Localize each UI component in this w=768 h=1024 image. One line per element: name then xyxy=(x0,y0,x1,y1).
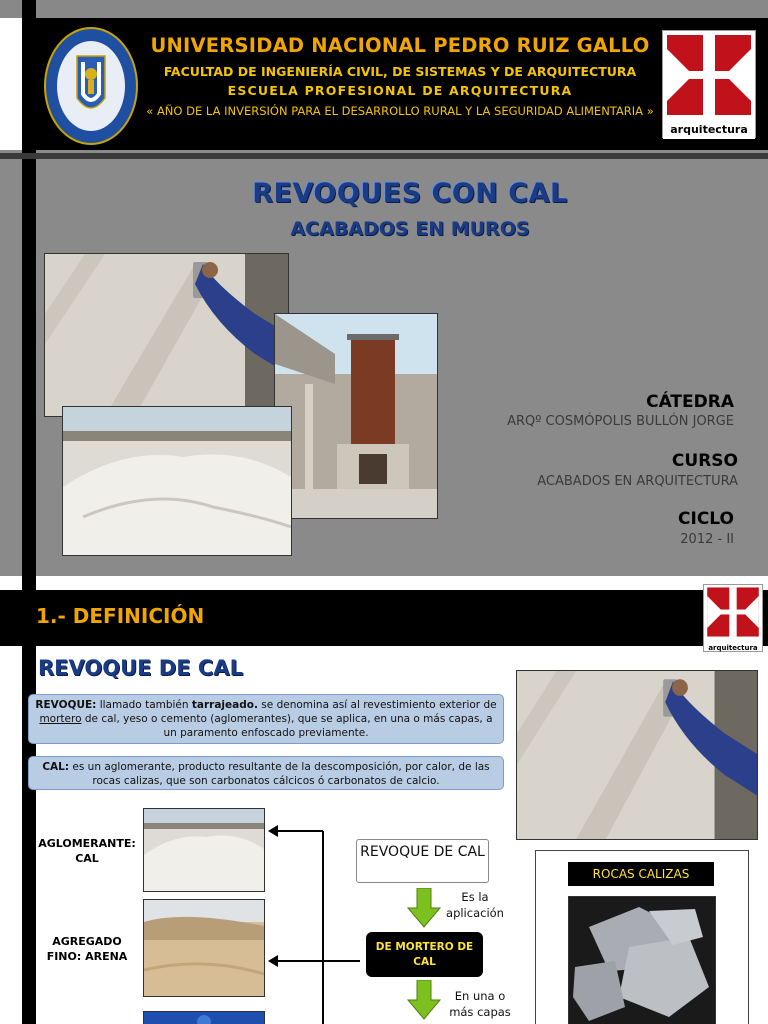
water-photo xyxy=(143,1011,265,1024)
sand-photo xyxy=(143,899,265,997)
logo-caption: arquitectura xyxy=(708,644,758,652)
down-arrow-icon xyxy=(406,980,442,1020)
presentation-subtitle: ACABADOS EN MUROS xyxy=(290,218,530,240)
cal-text: es un aglomerante, producto resultante de la descomposición, por calor, de las rocas calizas, que son carbonatos cálcicos ó carbonatos de calcio. xyxy=(69,761,490,787)
revoque-link-term: mortero xyxy=(39,713,82,725)
aplicacion-note: Es la aplicación xyxy=(446,890,504,920)
left-vertical-bar xyxy=(22,0,36,576)
university-name: UNIVERSIDAD NACIONAL PEDRO RUIZ GALLO xyxy=(150,34,650,57)
catedra-label: CÁTEDRA xyxy=(646,392,734,412)
down-arrow-icon xyxy=(406,888,442,928)
school-name: ESCUELA PROFESIONAL DE ARQUITECTURA xyxy=(227,83,573,98)
lime-kiln-photo xyxy=(274,313,438,519)
presentation-title: REVOQUES CON CAL xyxy=(252,178,568,209)
header-white-edge xyxy=(0,18,22,150)
arquitectura-logo xyxy=(662,30,756,138)
ciclo-label: CICLO xyxy=(678,509,734,529)
revoque-text-2: se denomina así al revestimiento exterior de xyxy=(257,699,497,711)
limestone-rocks-photo xyxy=(568,896,716,1024)
top-strip xyxy=(0,0,768,18)
cal-term: CAL: xyxy=(42,761,70,773)
capas-note: En una o más capas xyxy=(449,989,511,1019)
definition-slide xyxy=(0,576,768,1024)
logo-caption: arquitectura xyxy=(663,123,755,139)
revoque-definition xyxy=(28,694,504,744)
aglomerante-label: AGLOMERANTE: CAL xyxy=(38,837,136,865)
faculty-name: FACULTAD DE INGENIERÍA CIVIL, DE SISTEMAS Y DE ARQUITECTURA xyxy=(163,64,637,79)
revoque-text-3: de cal, yeso o cemento (aglomerantes), que se aplica, en una o más capas, a un paramento enfoscado previamente. xyxy=(81,713,493,739)
revoque-term: REVOQUE: xyxy=(35,699,97,711)
curso-label: CURSO xyxy=(671,451,738,471)
definition-heading: REVOQUE DE CAL xyxy=(38,656,243,680)
university-seal-icon xyxy=(44,26,138,146)
arena-label: AGREGADO FINO: ARENA xyxy=(46,935,128,963)
year-motto: « AÑO DE LA INVERSIÓN PARA EL DESARROLLO RURAL Y LA SEGURIDAD ALIMENTARIA » xyxy=(146,104,654,118)
revoque-bold: tarrajeado. xyxy=(191,699,258,711)
catedra-value: ARQº COSMÓPOLIS BULLÓN JORGE xyxy=(507,414,734,429)
revoque-text-1: llamado también xyxy=(96,699,192,711)
lime-pile-photo xyxy=(143,808,265,892)
plastering-wall-photo xyxy=(44,253,289,417)
ciclo-value: 2012 - II xyxy=(680,532,734,547)
arquitectura-logo-icon xyxy=(704,585,762,639)
mortero-de-cal-box: DE MORTERO DE CAL xyxy=(366,932,483,977)
cal-definition xyxy=(28,756,504,790)
rocas-calizas-label: ROCAS CALIZAS xyxy=(568,862,714,886)
curso-value: ACABADOS EN ARQUITECTURA xyxy=(537,474,738,489)
revoque-de-cal-box: REVOQUE DE CAL xyxy=(356,839,489,883)
plastering-wall-photo xyxy=(516,670,758,840)
lime-pile-photo xyxy=(62,406,292,556)
header-rule xyxy=(0,153,768,159)
arquitectura-logo xyxy=(703,584,763,652)
arquitectura-logo-icon xyxy=(663,31,755,119)
section-title: 1.- DEFINICIÓN xyxy=(36,604,205,628)
